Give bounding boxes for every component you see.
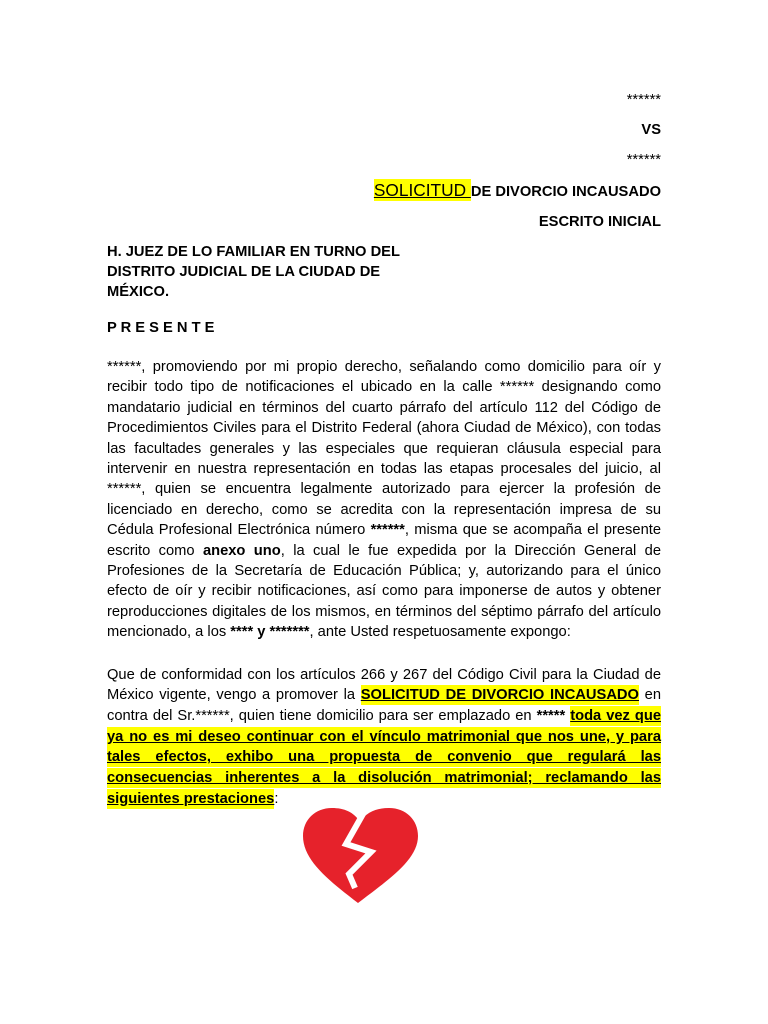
- text-run: , misma que se acompaña el presente: [404, 522, 661, 539]
- paragraph-line: [107, 398, 661, 418]
- highlighted-text-run: ya no es mi deseo continuar con el vínculo matrimonial que nos une, y para: [107, 728, 661, 745]
- paragraph-line: [107, 479, 661, 499]
- bold-text-run: **** y *******: [230, 624, 310, 641]
- party-2: ******: [626, 152, 661, 168]
- addressee-block: [107, 242, 400, 302]
- paragraph-line: [107, 357, 661, 377]
- text-run: mandatario judicial en términos del cuarto párrafo del artículo 112 del Código de: [107, 399, 661, 416]
- bold-text-run: ******: [370, 522, 405, 539]
- paragraph-line: [107, 747, 661, 768]
- paragraph-line: [107, 727, 661, 748]
- highlighted-text-run: consecuencias inherentes a la disolución matrimonial; reclamando las: [107, 769, 661, 786]
- bold-text-run: anexo uno: [202, 542, 281, 559]
- paragraph-line: [107, 685, 661, 706]
- text-run: :: [274, 790, 279, 807]
- text-run: recibir todo tipo de notificaciones el ubicado en la calle ****** designando como: [107, 379, 661, 396]
- text-run: Que de conformidad con los artículos 266 y 267 del Código Civil para la Ciudad de: [107, 666, 661, 683]
- broken-heart-icon: [298, 804, 422, 908]
- text-run: licenciado en derecho, como se acredita con la representación impresa de su: [107, 501, 661, 518]
- text-run: mencionado, a los: [107, 624, 231, 641]
- text-run: Procedimientos Civiles para el Distrito Federal (ahora Ciudad de México), con todas: [107, 420, 661, 437]
- text-run: , la cual le fue expedida por la Dirección General de: [280, 542, 661, 559]
- text-run: reproducciones digitales de los mismos, en términos del séptimo párrafo del artículo: [107, 603, 661, 620]
- paragraph-line: [107, 459, 661, 479]
- paragraph-line: [107, 581, 661, 601]
- text-run: las facultades generales y las especiales que requieran cláusula especial para: [107, 440, 661, 457]
- text-run: ******, quien se encuentra legalmente autorizado para ejercer la profesión de: [107, 481, 661, 498]
- body-paragraph-1: [107, 357, 661, 642]
- versus-label: VS: [641, 122, 661, 138]
- text-run: escrito como: [107, 542, 203, 559]
- title-rest: DE DIVORCIO INCAUSADO: [470, 184, 661, 200]
- document-title: [374, 179, 661, 201]
- text-run: contra del Sr.******, quien tiene domicilio para ser emplazado en: [107, 708, 537, 724]
- document-subtitle: ESCRITO INICIAL: [538, 214, 661, 230]
- paragraph-line: [107, 520, 661, 540]
- paragraph-line: [107, 500, 661, 520]
- paragraph-line: [107, 706, 661, 727]
- addressee-line: H. JUEZ DE LO FAMILIAR EN TURNO DEL: [107, 244, 400, 260]
- text-run: ******, promoviendo por mi propio derecho, señalando como domicilio para oír y: [107, 359, 661, 375]
- text-run: efecto de oír y recibir notificaciones, así como para imponerse de autos y obtener: [107, 583, 661, 600]
- party-1: ******: [626, 92, 661, 108]
- highlighted-text-run: siguientes prestaciones: [107, 790, 275, 807]
- highlighted-text-run: SOLICITUD DE DIVORCIO INCAUSADO: [360, 687, 639, 704]
- text-run: intervenir en nuestra representación en todas las etapas procesales del juicio, al: [107, 460, 661, 477]
- addressee-line: MÉXICO.: [107, 284, 170, 300]
- salutation: P R E S E N T E: [107, 320, 215, 336]
- text-run: Profesiones de la Secretaría de Educación Pública; y, autorizando para el único: [107, 562, 661, 579]
- paragraph-line: [107, 768, 661, 789]
- paragraph-line: [107, 377, 661, 397]
- paragraph-line: [107, 602, 661, 622]
- highlighted-text-run: toda vez que: [570, 708, 661, 724]
- highlighted-text-run: tales efectos, exhibo una propuesta de convenio que regulará las: [107, 749, 661, 766]
- text-run: en: [638, 687, 661, 704]
- paragraph-line: [107, 541, 661, 561]
- paragraph-line: [107, 439, 661, 459]
- paragraph-line: [107, 622, 661, 642]
- paragraph-line: [107, 561, 661, 581]
- text-run: , ante Usted respetuosamente expongo:: [309, 624, 571, 641]
- text-run: México vigente, vengo a promover la: [107, 687, 361, 704]
- body-paragraph-2: [107, 665, 661, 810]
- addressee-line: DISTRITO JUDICIAL DE LA CIUDAD DE: [107, 264, 381, 280]
- paragraph-line: [107, 665, 661, 686]
- paragraph-line: [107, 418, 661, 438]
- title-highlight: SOLICITUD: [373, 180, 471, 200]
- bold-text-run: *****: [536, 708, 566, 724]
- text-run: Cédula Profesional Electrónica número: [107, 522, 371, 539]
